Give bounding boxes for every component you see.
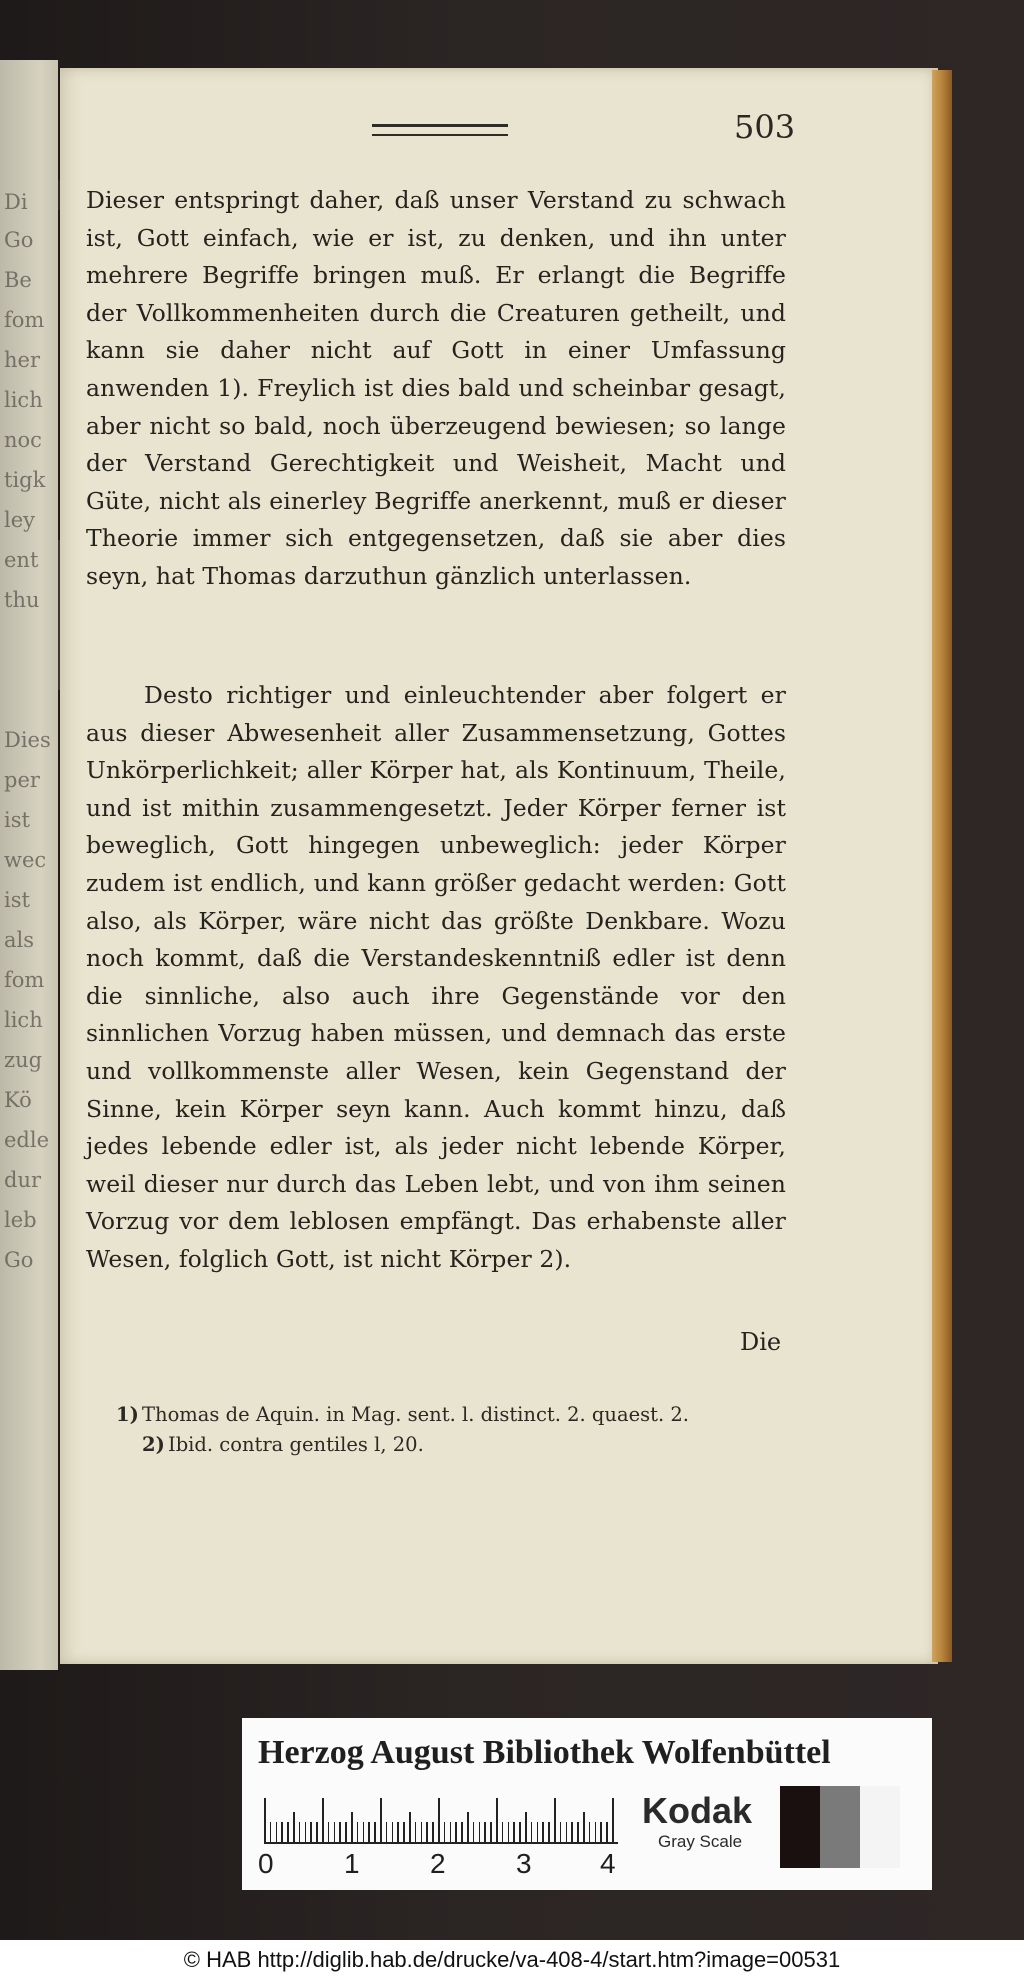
ruler-tick [328,1822,330,1842]
library-title: Herzog August Bibliothek Wolfenbüttel [258,1734,831,1771]
footnote-mark: 1) [116,1403,139,1426]
left-page-fragment: fom [4,308,45,332]
footer-url: © HAB http://diglib.hab.de/drucke/va-408-4/start.htm?image=00531 [183,1947,841,1972]
ruler-tick [560,1822,562,1842]
left-page-fragment: Kö [4,1088,32,1112]
left-page-fragment: Be [4,268,32,292]
footnote-text: Ibid. contra gentiles l, 20. [168,1433,424,1456]
footnote-1 [116,1400,796,1430]
ruler-tick [583,1812,585,1842]
left-page-fragment: Go [4,228,34,252]
ruler-tick [531,1822,533,1842]
ruler-tick [473,1822,475,1842]
ruler-tick [595,1822,597,1842]
ruler-tick [606,1822,608,1842]
ruler-tick [281,1822,283,1842]
ruler-tick [287,1822,289,1842]
ruler-tick [363,1822,365,1842]
ruler-tick [589,1822,591,1842]
left-page-fragment: dur [4,1168,42,1192]
ruler-tick [554,1798,556,1842]
footnote-2 [116,1430,796,1460]
left-page-fragment: ist [4,808,30,832]
ruler-tick [537,1822,539,1842]
paragraph-2: Desto richtiger und einleuchtender aber folgert er aus dieser Abwesenheit aller Zusammensetzung, Gottes Unkörperlichkeit; aller Körper hat, als Kontinuum, Theile, und ist mithin zusammengesetzt. Jeder Körper ferner ist beweglich, Gott hingegen unbeweglich: jeder Körper zudem ist endlich, und kann größer gedacht werden: Gott also, als Körper, wäre nicht das größte Denkbare. Wozu noch kommt, daß die Verstandeskenntniß edler ist denn die sinnliche, also auch ihre Gegenstände vor den sinnlichen Vorzug haben müssen, und demnach das erste und vollkommenste aller Wesen, kein Gegenstand der Sinne, kein Körper seyn kann. Auch kommt hinzu, daß jedes lebende edler ist, als jeder nicht lebende Körper, weil dieser nur durch das Leben lebt, und von ihm seinen Vorzug vor dem leblosen empfängt. Das erhabenste aller Wesen, folglich Gott, ist nicht Körper 2). [86,681,786,1273]
left-page-fragment: ent [4,548,39,572]
left-page-fragment: lich [4,1008,43,1032]
ruler-tick [316,1822,318,1842]
ruler-tick [334,1822,336,1842]
ruler-tick [444,1822,446,1842]
scale-number: 1 [344,1848,360,1879]
ruler-tick [415,1822,417,1842]
ruler-tick [351,1812,353,1842]
left-page-fragment: Di [4,190,28,214]
ruler-tick [276,1822,278,1842]
ruler-tick [571,1822,573,1842]
ruler-tick [299,1822,301,1842]
ruler-tick [339,1822,341,1842]
ruler-tick [380,1798,382,1842]
left-page-fragment: fom [4,968,45,992]
left-page-fragment: per [4,768,40,792]
ruler-tick [392,1822,394,1842]
page-edge [932,70,952,1662]
footnote-mark: 2) [142,1433,165,1456]
ruler-tick [548,1822,550,1842]
left-page-fragment: noc [4,428,42,452]
left-page-fragment: zug [4,1048,43,1072]
ruler-tick [508,1822,510,1842]
ruler-tick [455,1822,457,1842]
ruler-tick [450,1822,452,1842]
ruler-tick [357,1822,359,1842]
scale-number: 2 [430,1848,446,1879]
ruler-tick [270,1822,272,1842]
ruler-tick [426,1822,428,1842]
ruler-tick [612,1798,614,1842]
ruler-tick [310,1822,312,1842]
ruler-tick [513,1822,515,1842]
ruler-tick [397,1822,399,1842]
left-page-fragment: ist [4,888,30,912]
footnotes [116,1400,796,1460]
scale-number: 0 [258,1848,274,1879]
ruler-tick [264,1798,266,1842]
ruler-tick [496,1798,498,1842]
catchword: Die [740,1328,782,1356]
ruler-tick [479,1822,481,1842]
left-page-strip [0,60,58,1670]
footnote-text: Thomas de Aquin. in Mag. sent. l. distinct. 2. quaest. 2. [142,1403,689,1426]
left-page-fragment: edle [4,1128,50,1152]
scale-ruler [264,1796,618,1844]
ruler-tick [502,1822,504,1842]
kodak-subtitle: Gray Scale [658,1832,743,1851]
left-page-fragment: Dies [4,728,51,752]
ruler-tick [345,1822,347,1842]
ruler-tick [525,1812,527,1842]
ruler-tick [305,1822,307,1842]
left-page-fragment: als [4,928,35,952]
header-rule [372,124,508,136]
gray-swatch-white [860,1786,900,1868]
paragraph-1: Dieser entspringt daher, daß unser Verstand zu schwach ist, Gott einfach, wie er ist, zu denken, und ihn unter mehrere Begriffe bringen muß. Er erlangt die Begriffe der Vollkommenheiten durch die Creaturen getheilt, und kann sie daher nicht auf Gott in einer Umfassung anwenden 1). Freylich ist dies bald und scheinbar gesagt, aber nicht so bald, noch überzeugend bewiesen; so lange der Verstand Gerechtigkeit und Weisheit, Macht und Güte, nicht als einerley Begriffe anerkennt, muß er dieser Theorie immer sich entgegensetzen, daß sie aber dies seyn, hat Thomas darzuthun gänzlich unterlassen. [86,186,786,590]
binding-mark [58,540,60,690]
ruler-tick [519,1822,521,1842]
ruler-tick [542,1822,544,1842]
kodak-logo: Kodak [642,1790,753,1831]
left-page-fragment: lich [4,388,43,412]
ruler-tick [374,1822,376,1842]
scale-number: 3 [516,1848,532,1879]
ruler-tick [409,1812,411,1842]
ruler-tick [484,1822,486,1842]
left-page-fragment: thu [4,588,40,612]
ruler-tick [432,1822,434,1842]
scale-number: 4 [600,1848,616,1879]
ruler-tick [386,1822,388,1842]
binding-mark [58,180,60,210]
calibration-card [242,1718,932,1890]
gray-swatch-mid [820,1786,860,1868]
left-page-fragment: leb [4,1208,37,1232]
ruler-tick [368,1822,370,1842]
left-page-fragment: wec [4,848,47,872]
ruler-tick [490,1822,492,1842]
ruler-tick [293,1812,295,1842]
footer-bar [0,1940,1024,1980]
left-page-fragment: tigk [4,468,46,492]
ruler-tick [600,1822,602,1842]
left-page-fragment: Go [4,1248,34,1272]
ruler-tick [467,1812,469,1842]
ruler-tick [438,1798,440,1842]
left-page-fragment: her [4,348,40,372]
page-number: 503 [734,108,796,146]
ruler-tick [566,1822,568,1842]
ruler-tick [403,1822,405,1842]
ruler-tick [461,1822,463,1842]
ruler-tick [322,1798,324,1842]
ruler-tick [421,1822,423,1842]
gray-swatch-black [780,1786,820,1868]
left-page-fragment: ley [4,508,36,532]
ruler-tick [577,1822,579,1842]
